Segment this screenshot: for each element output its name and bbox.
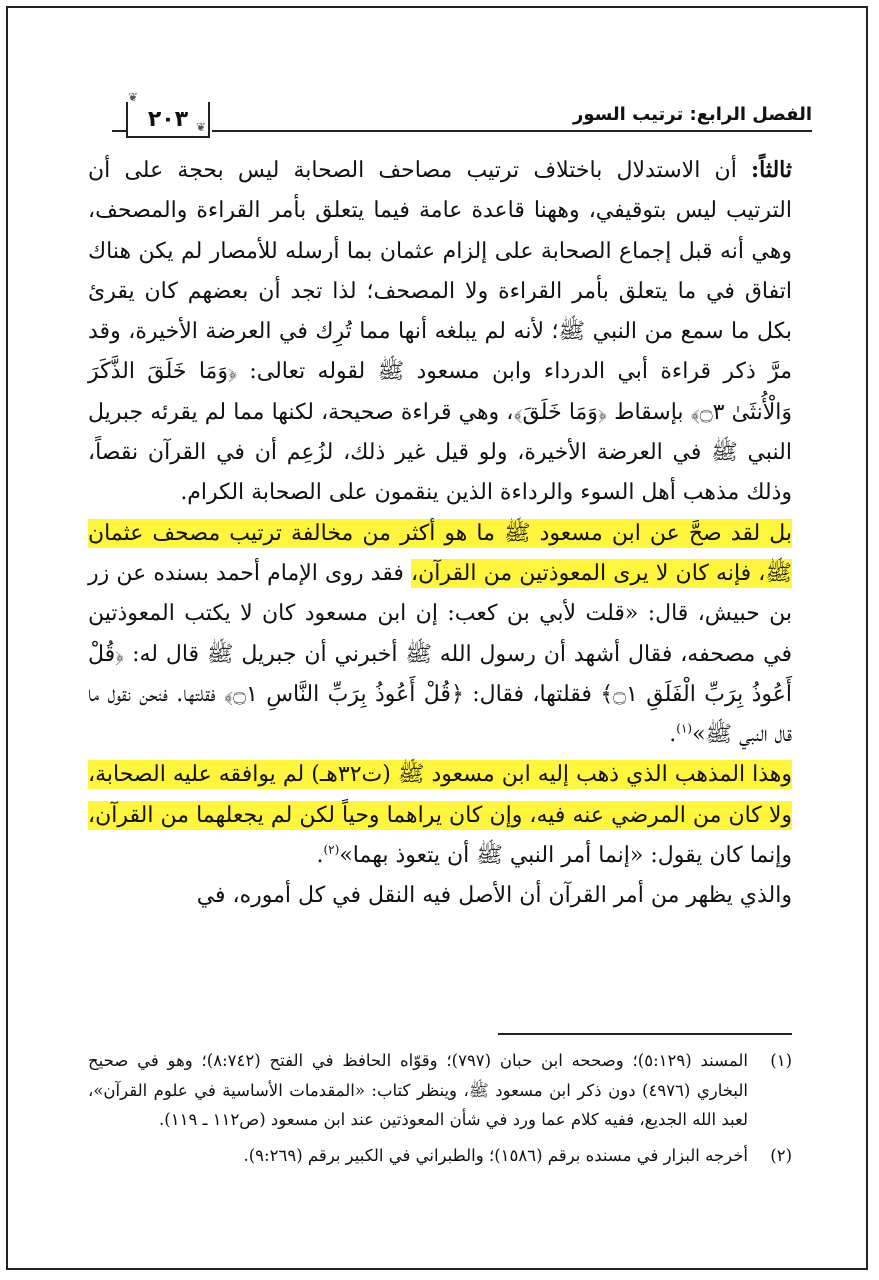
- footnote-text: المسند (٥:١٢٩)؛ وصححه ابن حبان (٧٩٧)؛ وقوّاه الحافظ في الفتح (٨:٧٤٢)؛ وهو في صحيح البخاري (٤٩٧٦) دون ذكر ابن مسعود ﷺ، وينظر كتاب: «المقدمات الأساسية في علوم القرآن»، لعبد الله الجديع، ففيه كلام عما ورد في شأن المعوذتين عند ابن مسعود (ص١١٢ ـ ١١٩).: [88, 1051, 748, 1130]
- paragraph-tail: .: [669, 722, 677, 748]
- page-number-tick: [112, 130, 126, 132]
- paragraph-text: أن الاستدلال باختلاف ترتيب مصاحف الصحابة ليس بحجة على أن الترتيب ليس بتوقيفي، وههنا قاعدة عامة فيما يتعلق بأمر القراءة والمصحف، وهي أنه قبل إجماع الصحابة على إلزام عثمان بما أرسله للأمصار لم يكن هناك اتفاق في ما يتعلق بأمر القراءة ولا المصحف؛ لذا تجد أن بعضهم كان يقرئ بكل ما سمع من النبي ﷺ؛ لأنه لم يبلغه أنها مما تُرِك في العرضة الأخيرة، وقد مرَّ ذكر قراءة أبي الدرداء وابن مسعود ﷺ لقوله تعالى: ﴿وَمَا خَلَقَ الذَّكَرَ وَالْأُنثَىٰ ۝٣﴾ بإسقاط ﴿وَمَا خَلَقَ﴾، وهي قراءة صحيحة، لكنها مما لم يقرئه جبريل النبي ﷺ في العرضة الأخيرة، ولو قيل غير ذلك، لزُعِم أن في القرآن نقصاً، وذلك مذهب أهل السوء والرداءة الذين ينقمون على الصحابة الكرام.: [88, 158, 792, 506]
- highlighted-text: بل لقد صحَّ عن ابن مسعود ﷺ ما هو أكثر من مخالفة ترتيب مصحف عثمان ﷺ، فإنه كان لا يرى المعوذتين من القرآن،: [88, 520, 792, 586]
- paragraph-text: والذي يظهر من أمر القرآن أن الأصل فيه النقل في كل أموره، في: [196, 883, 792, 909]
- header-rule: [212, 130, 812, 132]
- paragraph-4: [88, 876, 792, 916]
- footnote-item: [88, 1141, 792, 1171]
- paragraph-text: فقد روى الإمام أحمد بسنده عن زر بن حبيش، قال: «قلت لأبي بن كعب: إن ابن مسعود كان لا يكتب المعوذتين في مصحفه، فقال أشهد أن رسول الله ﷺ أخبرني أن جبريل ﷺ قال له: ﴿قُلْ أَعُوذُ بِرَبِّ الْفَلَقِ ۝١﴾ فقلتها، فقال: ﴿قُلْ أَعُوذُ بِرَبِّ النَّاسِ ۝١﴾ فقلتها. فنحن نقول ما قال النبي ﷺ»: [88, 560, 792, 748]
- footnote-item: [88, 1046, 792, 1135]
- page-number: ٢٠٣: [126, 102, 210, 138]
- highlighted-text: وهذا المذهب الذي ذهب إليه ابن مسعود ﷺ (ت٣٢هـ) لم يوافقه عليه الصحابة، ولا كان من المرضي عنه فيه، وإن كان يراهما وحياً لكن لم يجعلهما من القرآن،: [88, 762, 792, 828]
- footnote-text: أخرجه البزار في مسنده برقم (١٥٨٦)؛ والطبراني في الكبير برقم (٩:٢٦٩).: [243, 1146, 748, 1166]
- ornament-icon: ❦: [196, 120, 207, 134]
- paragraph-2: [88, 514, 792, 756]
- footnote-ref[interactable]: (١): [676, 721, 693, 736]
- ornament-icon: ❦: [128, 90, 139, 104]
- paragraph-1: [88, 150, 792, 514]
- paragraph-3: [88, 755, 792, 876]
- main-text: [88, 150, 792, 917]
- paragraph-text: وإنما كان يقول: «إنما أمر النبي ﷺ أن يتعوذ بهما»: [339, 843, 792, 869]
- footnote-rule: [498, 1033, 792, 1035]
- footnote-number: (٢): [770, 1146, 792, 1166]
- footnotes: [88, 1046, 792, 1171]
- page-header: [112, 90, 812, 138]
- footnote-ref[interactable]: (٢): [323, 842, 340, 857]
- paragraph-tail: .: [316, 843, 324, 869]
- footnote-number: (١): [770, 1051, 792, 1070]
- chapter-title: الفصل الرابع: ترتيب السور: [572, 104, 812, 125]
- paragraph-lead: ثالثاً:: [751, 157, 792, 183]
